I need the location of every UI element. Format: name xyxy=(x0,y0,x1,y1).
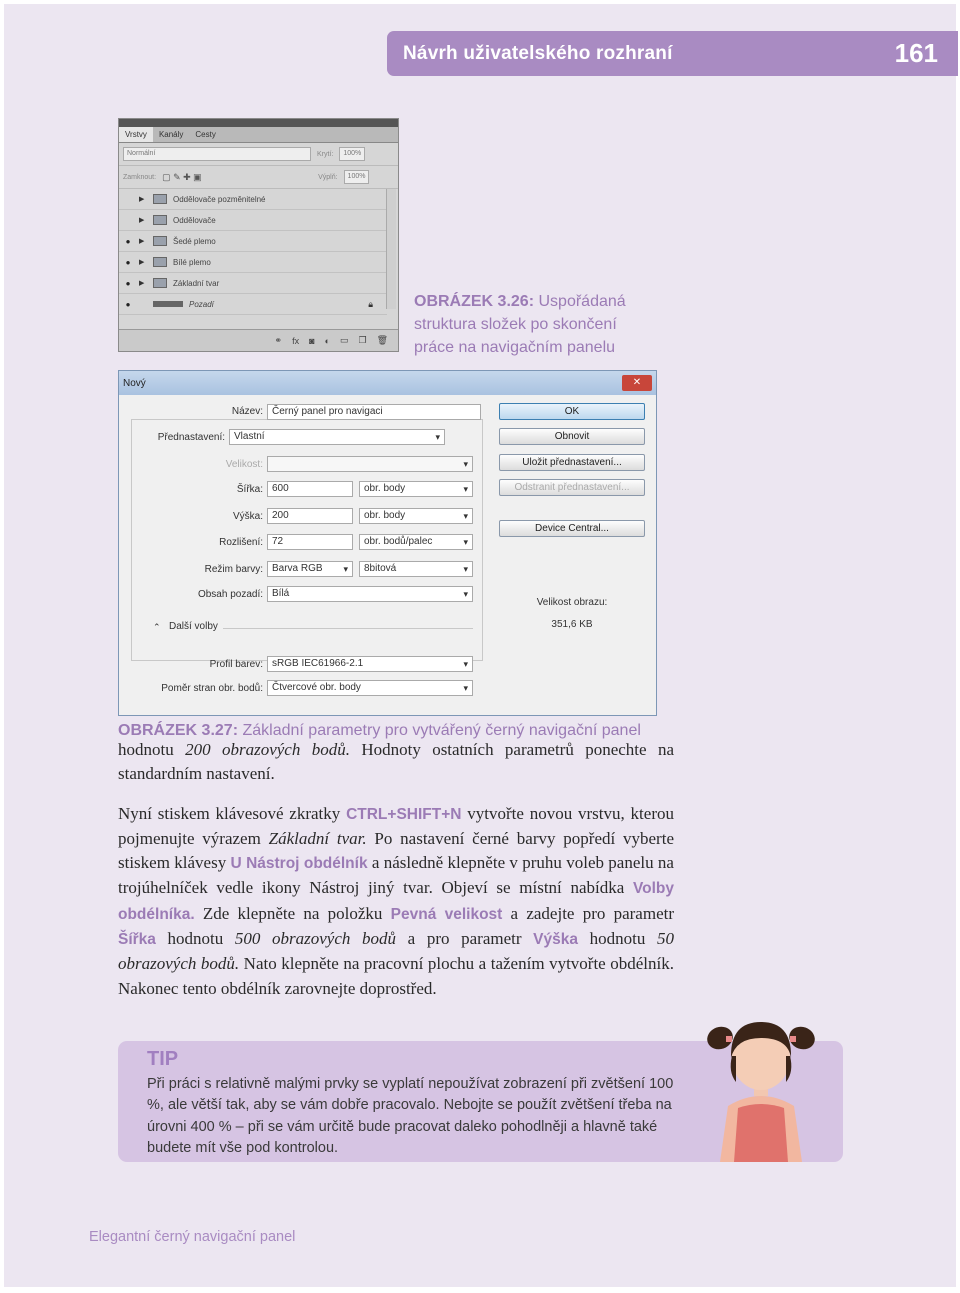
keyword: CTRL+SHIFT+N xyxy=(346,805,462,823)
folder-icon xyxy=(153,215,167,225)
reset-button: Obnovit xyxy=(499,428,645,445)
text: Hodnoty ostatních parametrů ponechte na standardním nastavení. xyxy=(118,740,674,784)
image-size-label: Velikost obrazu: xyxy=(536,597,608,608)
tip-label: TIP xyxy=(147,1048,179,1070)
eye-icon: ● xyxy=(125,299,131,309)
text: a pro parametr xyxy=(396,929,534,949)
preset-select: Vlastní ▾ xyxy=(229,429,445,445)
keyword: U Nástroj obdélník xyxy=(230,855,368,873)
blend-row xyxy=(119,143,398,166)
expand-triangle-icon: ▶ xyxy=(139,280,145,287)
folder-icon xyxy=(153,194,167,204)
fill-value: 100% xyxy=(344,170,370,184)
expand-triangle-icon: ▶ xyxy=(139,238,145,245)
italic-text: 50 obrazových bodů. xyxy=(118,929,674,974)
text: a následně klepněte v pruhu voleb panelu na trojúhelníček vedle ikony Nástroj jiný tvar. Objeví se místní nabídka xyxy=(118,853,674,898)
layer-row xyxy=(119,252,387,273)
width-unit-select: obr. body ▾ xyxy=(359,481,473,497)
more-options-chevron-icon: ⌃ xyxy=(153,622,161,632)
layer-row xyxy=(119,273,387,294)
keyword: Šířka xyxy=(118,931,156,949)
page-number: 161 xyxy=(894,38,938,68)
chapter-title: Návrh uživatelského rozhraní xyxy=(403,42,673,64)
tab-paths: Cesty xyxy=(195,130,216,139)
tab-channels: Kanály xyxy=(158,130,184,139)
layer-name: Oddělovače pozměnitelné xyxy=(173,194,266,204)
caption-text: Uspořádaná struktura složek po skončení práce na navigačním panelu xyxy=(414,293,626,356)
resolution-unit-select: obr. bodů/palec ▾ xyxy=(359,534,473,550)
layer-list xyxy=(119,189,387,315)
resolution-label: Rozlišení: xyxy=(219,537,263,548)
dialog-titlebar xyxy=(119,371,656,395)
tab-layers: Vrstvy xyxy=(119,127,153,142)
keyword: Pevná velikost xyxy=(390,905,503,923)
fill-label: Výplň: xyxy=(318,173,338,181)
pixel-aspect-select: Čtvercové obr. body ▾ xyxy=(267,680,473,696)
body-text xyxy=(118,738,674,1016)
fx-icon: fx xyxy=(292,335,300,346)
color-profile-label: Profil barev: xyxy=(209,659,263,670)
figure-3-26-caption xyxy=(414,290,654,359)
layer-row xyxy=(119,294,387,315)
layers-panel-screenshot xyxy=(118,118,399,352)
text: vytvořte novou vrstvu, kterou pojmenujte výrazem xyxy=(118,803,674,848)
text: hodnotu xyxy=(118,740,186,759)
expand-triangle-icon: ▶ xyxy=(139,217,145,224)
keyword: Volby obdélníka. xyxy=(118,880,674,923)
caption-label: OBRÁZEK 3.26: xyxy=(414,293,535,310)
height-label: Výška: xyxy=(232,511,263,522)
italic-text: Základní tvar. xyxy=(268,828,367,848)
text: hodnotu xyxy=(155,929,235,949)
folder-icon xyxy=(153,278,167,288)
blend-mode-select: Normální xyxy=(123,147,311,161)
caption-text: Základní parametry pro vytvářený černý navigační panel xyxy=(242,722,641,739)
folder-icon xyxy=(153,236,167,246)
layer-row xyxy=(119,210,387,231)
layer-row xyxy=(119,189,387,210)
eye-icon: ● xyxy=(125,257,131,267)
layer-name: Pozadí xyxy=(189,299,214,309)
panel-bottom-bar xyxy=(119,329,398,351)
adjustment-icon: ◐ xyxy=(324,335,330,346)
caption-label: OBRÁZEK 3.27: xyxy=(118,722,239,739)
text: a zadejte pro parametr xyxy=(502,903,674,923)
lock-label: Zamknout: xyxy=(123,173,157,181)
panel-tabs xyxy=(119,127,398,143)
ok-button: OK xyxy=(499,403,645,420)
layer-name: Základní tvar xyxy=(173,278,220,288)
device-central-button: Device Central... xyxy=(499,520,645,537)
image-size-value: 351,6 KB xyxy=(551,619,593,630)
expand-triangle-icon: ▶ xyxy=(139,259,145,266)
opacity-label: Krytí: xyxy=(317,150,334,158)
bit-depth-select: 8bitová ▾ xyxy=(359,561,473,577)
more-options-divider xyxy=(223,628,473,629)
trash-icon: 🗑︎ xyxy=(376,335,388,345)
text: Zde klepněte na položku xyxy=(194,903,391,923)
mask-icon: ◙ xyxy=(309,335,315,346)
layer-name: Oddělovače xyxy=(173,215,216,225)
color-mode-label: Režim barvy: xyxy=(204,564,263,575)
size-label: Velikost: xyxy=(225,459,263,470)
keyword: Výška xyxy=(533,931,578,949)
italic-text: 200 obrazových bodů. xyxy=(185,740,350,759)
panel-scrollbar xyxy=(386,189,396,309)
color-mode-select: Barva RGB ▾ xyxy=(267,561,353,577)
height-field: 200 xyxy=(267,508,353,524)
background-label: Obsah pozadí: xyxy=(197,589,263,600)
paragraph xyxy=(118,738,674,787)
layer-name: Šedé plemo xyxy=(173,236,216,246)
size-select xyxy=(267,456,473,472)
background-select: Bílá ▾ xyxy=(267,586,473,602)
pixel-aspect-label: Poměr stran obr. bodů: xyxy=(161,683,263,694)
height-unit-select: obr. body ▾ xyxy=(359,508,473,524)
width-label: Šířka: xyxy=(236,484,263,495)
more-options-label: Další volby xyxy=(169,621,218,632)
dialog-title: Nový xyxy=(123,377,146,389)
resolution-field: 72 xyxy=(267,534,353,550)
italic-text: 500 obrazových bodů xyxy=(234,929,397,949)
preset-label: Přednastavení: xyxy=(157,432,225,443)
expand-triangle-icon: ▶ xyxy=(139,196,145,203)
layer-row xyxy=(119,231,387,252)
close-icon: ✕ xyxy=(622,375,652,391)
new-document-dialog-screenshot xyxy=(118,370,657,716)
tip-text: Při práci s relativně malými prvky se vyplatí nepoužívat zobrazení při zvětšení 100 %, ale větší tak, aby se vám dobře pracovalo. Nebojte se použít zvětšení třeba na úrovni 400 % – při se vám určitě bude pracovat daleko pohodlněji a hlavně také budete mít vše pod kontrolou. xyxy=(147,1076,674,1156)
name-label: Název: xyxy=(231,406,263,417)
chapter-header xyxy=(387,31,958,76)
save-preset-button: Uložit přednastavení... xyxy=(499,454,645,471)
link-icon: ⚭ xyxy=(274,335,283,345)
color-profile-select: sRGB IEC61966-2.1 ▾ xyxy=(267,656,473,672)
opacity-value: 100% xyxy=(339,147,365,161)
text: Po nastavení černé barvy popředí vyberte stiskem klávesy xyxy=(118,828,674,873)
new-layer-icon: ❐ xyxy=(358,335,367,345)
name-field: Černý panel pro navigaci xyxy=(267,404,481,420)
panel-topbar xyxy=(119,119,398,127)
lock-icons: ▢ ✎ ✚ ▣ xyxy=(162,171,202,182)
text: Nyní stiskem klávesové zkratky xyxy=(118,803,347,823)
eye-icon: ● xyxy=(125,278,131,288)
width-field: 600 xyxy=(267,481,353,497)
text: hodnotu xyxy=(577,929,657,949)
group-icon: ▭ xyxy=(339,335,349,345)
layer-name: Bílé plemo xyxy=(173,257,211,267)
paragraph xyxy=(118,802,674,1001)
running-footer: Elegantní černý navigační panel xyxy=(89,1229,296,1245)
folder-icon xyxy=(153,257,167,267)
layer-thumbnail-icon xyxy=(153,301,183,307)
eye-icon: ● xyxy=(125,236,131,246)
text: Nato klepněte na pracovní plochu a tažením vytvořte obdélník. Nakonec tento obdélník zarovnejte doprostřed. xyxy=(118,954,674,998)
delete-preset-button: Odstranit přednastavení... xyxy=(499,479,645,496)
lock-icon: 🔒︎ xyxy=(368,298,373,309)
lock-row xyxy=(119,166,398,189)
girl-mascot-illustration xyxy=(706,1016,816,1162)
